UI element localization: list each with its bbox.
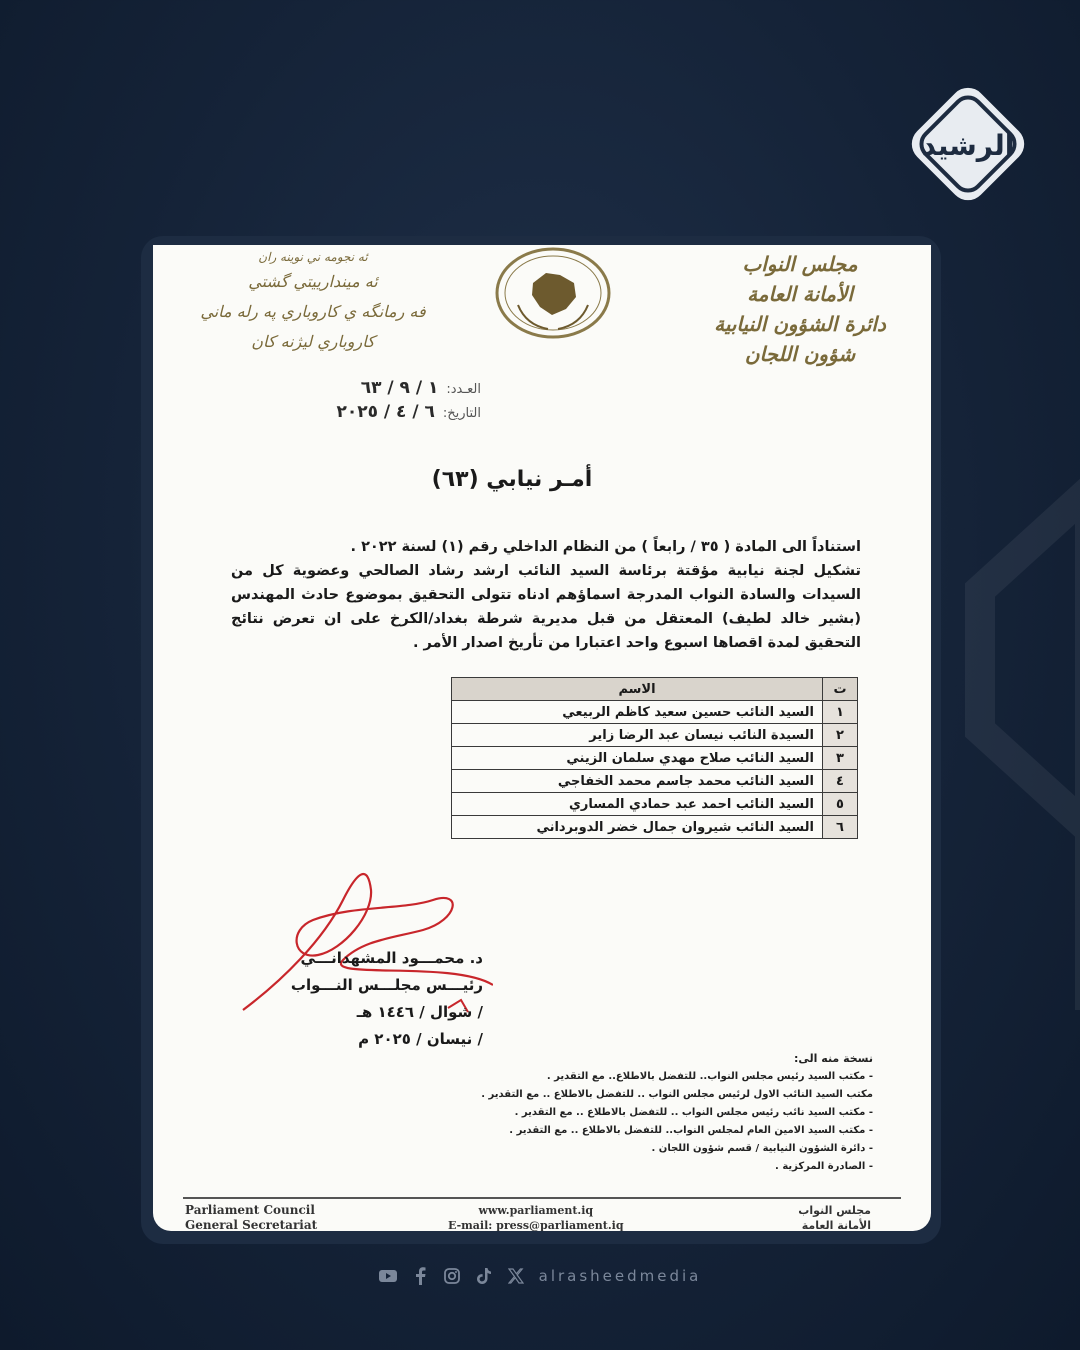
row-number: ٤ bbox=[823, 770, 858, 793]
date-value: ٦ / ٤ / ٢٠٢٥ bbox=[336, 402, 435, 422]
copies-item: - الصادرة المركزية . bbox=[775, 1161, 873, 1172]
order-paragraph: تشكيل لجنة نيابية مؤقتة برئاسة السيد النائب ارشد رشاد الصالحي وعضوية كل من السيدات والسادة النواب المدرجة اسماؤهم ادناه تتولى التحقيق بموضوع حادث المهندس (بشير خالد لطيف) المعتقل من قبل مديرية شرطة بغداد/الكرخ على ان تعرض نتائج التحقيق لمدة اقصاها اسبوع واحد اعتبارا من تأريخ اصدار الأمر . bbox=[231, 563, 861, 651]
committee-members-table bbox=[451, 677, 858, 839]
footer-left-line: General Secretariat bbox=[185, 1218, 318, 1231]
copies-list bbox=[313, 1050, 873, 1176]
row-number: ١ bbox=[823, 701, 858, 724]
table-row bbox=[452, 724, 858, 747]
table-header-num: ت bbox=[823, 678, 858, 701]
footer-right-line: الأمانة العامة bbox=[801, 1219, 871, 1231]
header-right-line: دائرة الشؤون النيابية bbox=[714, 312, 886, 336]
ref-number-value: ١ / ٩ / ٦٣ bbox=[360, 378, 439, 398]
footer-divider bbox=[183, 1197, 901, 1199]
table-row bbox=[452, 816, 858, 839]
copies-heading: نسخة منه الى: bbox=[794, 1052, 873, 1065]
row-number: ٥ bbox=[823, 793, 858, 816]
row-number: ٣ bbox=[823, 747, 858, 770]
ref-number-label: العـدد: bbox=[446, 382, 481, 397]
hijri-date: / شوال / ١٤٤٦ هـ bbox=[356, 1003, 483, 1021]
watermark-logo-icon bbox=[940, 470, 1080, 1030]
footer-email: E-mail: press@parliament.iq bbox=[448, 1219, 624, 1231]
header-right-line: الأمانة العامة bbox=[747, 282, 853, 306]
footer-left-line: Parliament Council bbox=[185, 1203, 315, 1217]
member-name: السيدة النائب نيسان عبد الرضا زاير bbox=[452, 724, 823, 747]
tiktok-icon[interactable] bbox=[475, 1267, 493, 1285]
header-left-line: فه رمانگه ي كاروباري په رله ماني bbox=[200, 302, 426, 321]
instagram-icon[interactable] bbox=[443, 1267, 461, 1285]
signature-block bbox=[273, 945, 483, 1053]
table-row bbox=[452, 701, 858, 724]
header-left-line: ئه نجومه ني نوينه ران bbox=[258, 250, 368, 264]
gregorian-date: / نيسان / ٢٠٢٥ م bbox=[358, 1030, 483, 1048]
header-left-kurdish bbox=[193, 247, 433, 357]
member-name: السيد النائب صلاح مهدي سلمان الزيني bbox=[452, 747, 823, 770]
table-row bbox=[452, 770, 858, 793]
row-number: ٦ bbox=[823, 816, 858, 839]
order-title: أمـر نيابي (٦٣) bbox=[431, 467, 593, 492]
social-bar bbox=[0, 1264, 1080, 1288]
row-number: ٢ bbox=[823, 724, 858, 747]
youtube-icon[interactable] bbox=[379, 1267, 397, 1285]
member-name: السيد النائب احمد عبد حمادي المساري bbox=[452, 793, 823, 816]
copies-item: - مكتب السيد الامين العام لمجلس النواب.. للتفضل بالاطلاع .. مع التقدير . bbox=[509, 1125, 873, 1136]
member-name: السيد النائب شيروان جمال خضر الدوبرداني bbox=[452, 816, 823, 839]
parliament-document bbox=[153, 245, 931, 1231]
member-name: السيد النائب محمد جاسم محمد الخفاجي bbox=[452, 770, 823, 793]
copies-item: - مكتب السيد نائب رئيس مجلس النواب .. للتفضل بالاطلاع .. مع التقدير . bbox=[514, 1107, 873, 1118]
order-paragraph: استناداً الى المادة ( ٣٥ / رابعاً ) من النظام الداخلي رقم (١) لسنة ٢٠٢٢ . bbox=[350, 539, 861, 555]
table-header-name: الاسم bbox=[452, 678, 823, 701]
x-icon[interactable] bbox=[507, 1267, 525, 1285]
signatory-title: رئيـــس مجلـــس النـــواب bbox=[290, 976, 483, 994]
footer-english bbox=[185, 1203, 317, 1231]
header-right-arabic bbox=[705, 249, 895, 369]
copies-item: - مكتب السيد رئيس مجلس النواب.. للتفضل بالاطلاع.. مع التقدير . bbox=[546, 1071, 873, 1082]
footer-contact bbox=[448, 1203, 624, 1231]
copies-item: مكتب السيد النائب الاول لرئيس مجلس النواب .. للتفضل بالاطلاع .. مع التقدير . bbox=[481, 1089, 873, 1100]
brand-logo-icon bbox=[903, 79, 1033, 209]
order-body bbox=[231, 535, 861, 655]
footer-website: www.parliament.iq bbox=[478, 1204, 594, 1217]
header-right-line: مجلس النواب bbox=[742, 252, 858, 276]
reference-block bbox=[231, 377, 481, 425]
date-label: التاريخ: bbox=[442, 406, 481, 421]
brand-logo-text: الرشيد bbox=[921, 129, 1015, 162]
table-row bbox=[452, 747, 858, 770]
brand-handle: alrasheedmedia bbox=[538, 1267, 702, 1285]
footer-arabic bbox=[798, 1203, 871, 1231]
footer-right-line: مجلس النواب bbox=[798, 1204, 871, 1217]
header-left-line: ئه ميندارييتي گشتي bbox=[248, 272, 378, 291]
parliament-emblem-icon bbox=[488, 245, 618, 345]
signatory-name: د. محمـــود المشهدانـــي bbox=[300, 949, 483, 967]
member-name: السيد النائب حسين سعيد كاظم الربيعي bbox=[452, 701, 823, 724]
facebook-icon[interactable] bbox=[411, 1267, 429, 1285]
copies-item: - دائرة الشؤون النيابية / قسم شؤون اللجان . bbox=[651, 1143, 873, 1154]
header-right-line: شؤون اللجان bbox=[744, 342, 856, 366]
table-row bbox=[452, 793, 858, 816]
header-left-line: كاروباري ليژنه كان bbox=[251, 332, 375, 351]
